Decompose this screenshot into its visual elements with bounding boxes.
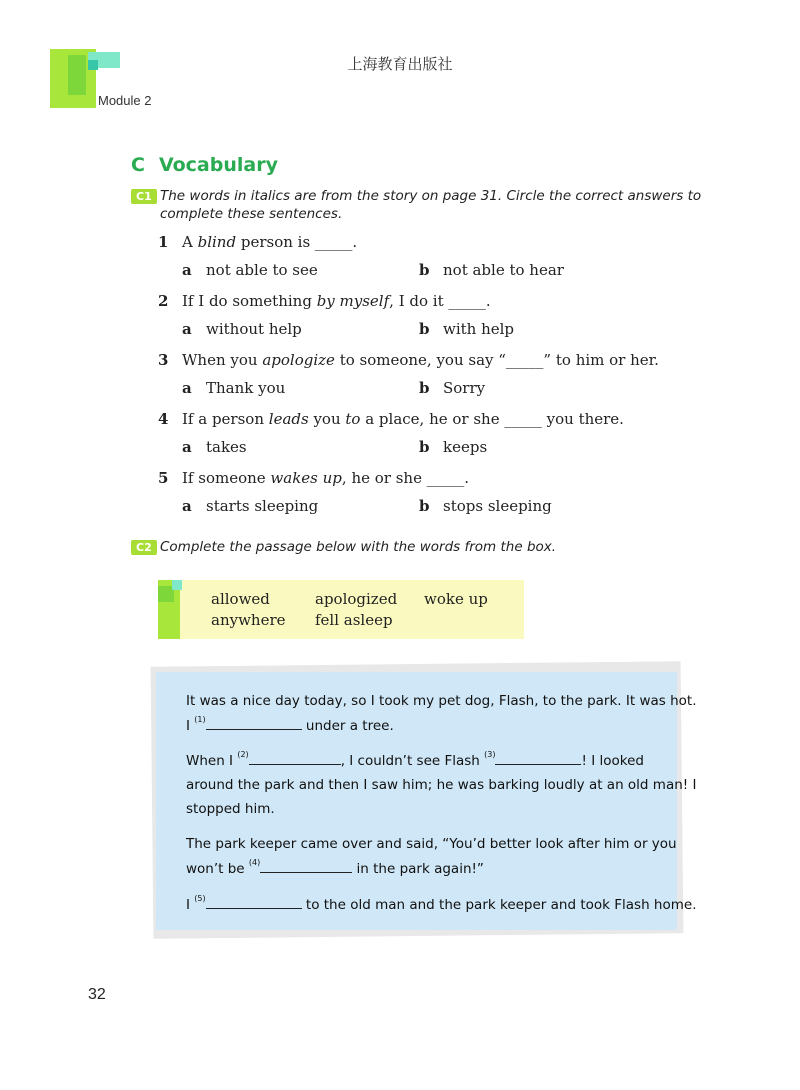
blank-number: (2): [237, 750, 249, 759]
question-number: 1: [158, 233, 169, 251]
question-number: 4: [158, 410, 169, 428]
blank-number: (5): [194, 894, 206, 903]
c1-instruction-line1: The words in italics are from the story on page 31. Circle the correct answers to: [160, 188, 702, 204]
passage-line-3: When I $^{(2)}$ , I couldn’t see Flash $^{(3)}$ ! I looked: [186, 750, 644, 769]
section-name: Vocabulary: [158, 154, 278, 176]
page-number: 32: [88, 986, 106, 1003]
passage-line-2: I $^{(1)}$ under a tree.: [186, 715, 394, 734]
passage-line-4: around the park and then I saw him; he was barking loudly at an old man! I: [186, 777, 697, 793]
question-number: 2: [158, 292, 169, 310]
passage-line-8: I $^{(5)}$ to the old man and the park keeper and took Flash home.: [186, 894, 697, 913]
c1-instruction-line2: complete these sentences.: [160, 206, 343, 222]
module-label: Module 2: [98, 93, 152, 108]
question-text: If I do something by myself, I do it _____.: [182, 292, 491, 310]
question-number: 3: [158, 351, 169, 369]
q1-option-a[interactable]: a not able to see: [182, 261, 318, 279]
question-text: If someone wakes up, he or she _____.: [182, 469, 469, 487]
blank-number: (4): [248, 858, 261, 867]
q3-option-a[interactable]: a Thank you: [182, 379, 286, 397]
section-title: [131, 154, 278, 176]
q5-option-b[interactable]: b stops sleeping: [419, 497, 552, 515]
blank-5[interactable]: [206, 896, 302, 909]
section-letter: C: [131, 154, 145, 176]
question-text: If a person leads you to a place, he or she _____ you there.: [182, 410, 624, 428]
word-woke-up: woke up: [424, 590, 488, 608]
blank-1[interactable]: [206, 717, 302, 730]
blank-4[interactable]: [260, 860, 352, 873]
word-fell-asleep: fell asleep: [315, 611, 393, 629]
q4-option-a[interactable]: a takes: [182, 438, 247, 456]
question-text: A blind person is _____.: [182, 233, 358, 251]
c2-tag: C2: [131, 540, 157, 555]
c1-tag: C1: [131, 189, 157, 204]
blank-2[interactable]: [249, 752, 341, 765]
question-text: When you apologize to someone, you say “_____” to him or her.: [182, 351, 659, 369]
word-box: [158, 580, 524, 639]
passage-line-5: stopped him.: [186, 801, 275, 817]
word-box-decoration: [172, 580, 182, 590]
q2-option-b[interactable]: b with help: [419, 320, 515, 338]
blank-number: (1): [194, 715, 206, 724]
q1-option-b[interactable]: b not able to hear: [419, 261, 564, 279]
publisher-name: 上海教育出版社: [347, 55, 453, 73]
question-number: 5: [158, 469, 169, 487]
passage-line-7: won’t be $^{(4)}$ in the park again!”: [186, 858, 484, 877]
c2-instruction: Complete the passage below with the words from the box.: [160, 539, 557, 555]
q2-option-a[interactable]: a without help: [182, 320, 302, 338]
passage-line-6: The park keeper came over and said, “You’d better look after him or you: [186, 836, 677, 852]
q3-option-b[interactable]: b Sorry: [419, 379, 486, 397]
word-allowed: allowed: [211, 590, 270, 608]
word-anywhere: anywhere: [211, 611, 286, 629]
blank-3[interactable]: [495, 752, 581, 765]
word-apologized: apologized: [315, 590, 398, 608]
q5-option-a[interactable]: a starts sleeping: [182, 497, 319, 515]
passage-line-1: It was a nice day today, so I took my pet dog, Flash, to the park. It was hot.: [186, 693, 697, 709]
blank-number: (3): [484, 750, 496, 759]
q4-option-b[interactable]: b keeps: [419, 438, 488, 456]
